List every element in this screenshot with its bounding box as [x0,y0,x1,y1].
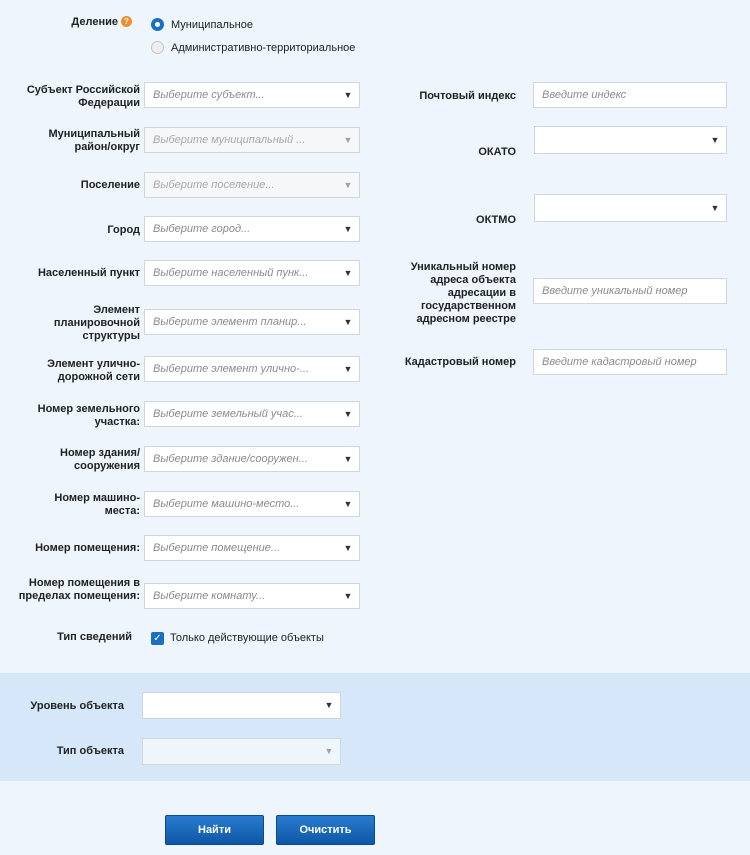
select-object-type[interactable] [142,738,341,765]
select-premises-value: Выберите помещение... [153,542,281,554]
checkbox-active-only[interactable]: ✓ [151,632,164,645]
select-planning[interactable] [144,309,360,335]
select-oktmo[interactable] [534,194,727,222]
label-land: Номер земельного участка: [37,403,140,428]
chevron-down-icon: ▼ [343,90,353,100]
label-room: Номер помещения в пределах помещения: [18,577,140,602]
label-postal: Почтовый индекс [419,90,516,102]
chevron-down-icon: ▼ [343,224,353,234]
clear-button[interactable]: Очистить [276,815,375,845]
chevron-down-icon: ▼ [343,499,353,509]
find-button[interactable]: Найти [165,815,264,845]
radio-municipal-label[interactable]: Муниципальное [171,19,253,31]
select-street-value: Выберите элемент улично-... [153,363,309,375]
help-icon[interactable]: ? [121,16,132,27]
input-postal[interactable] [533,82,727,108]
select-settlement[interactable] [144,172,360,198]
input-cadastral-placeholder: Введите кадастровый номер [542,356,697,368]
select-planning-value: Выберите элемент планир... [153,316,307,328]
label-object-level: Уровень объекта [30,700,124,712]
select-building[interactable] [144,446,360,472]
select-city[interactable] [144,216,360,242]
select-okato[interactable] [534,126,727,154]
chevron-down-icon: ▼ [710,203,720,213]
label-planning: Элемент планировочной структуры [53,304,140,342]
checkbox-active-only-label[interactable]: Только действующие объекты [170,632,324,644]
chevron-down-icon: ▼ [343,409,353,419]
input-unique-number[interactable] [533,278,727,304]
select-district-value: Выберите муниципальный ... [153,134,306,146]
object-filter-panel [0,673,750,781]
select-locality[interactable] [144,260,360,286]
label-premises: Номер помещения: [35,542,140,554]
select-premises[interactable] [144,535,360,561]
label-locality: Населенный пункт [37,267,140,279]
label-cadastral: Кадастровый номер [404,356,516,368]
label-subject: Субъект Российской Федерации [26,84,140,109]
label-street: Элемент улично-дорожной сети [47,358,140,383]
label-oktmo: ОКТМО [476,214,516,226]
label-parking: Номер машино-места: [54,492,140,517]
select-street[interactable] [144,356,360,382]
select-city-value: Выберите город... [153,223,251,235]
division-label: Деление [71,16,118,28]
chevron-down-icon: ▼ [343,454,353,464]
select-land[interactable] [144,401,360,427]
select-subject[interactable] [144,82,360,108]
input-postal-placeholder: Введите индекс [542,89,627,101]
select-subject-value: Выберите субъект... [153,89,265,101]
radio-administrative[interactable] [151,41,164,54]
chevron-down-icon: ▼ [343,180,353,190]
select-room[interactable] [144,583,360,609]
select-parking-value: Выберите машино-место... [153,498,300,510]
select-settlement-value: Выберите поселение... [153,179,275,191]
radio-administrative-label[interactable]: Административно-территориальное [171,42,356,54]
chevron-down-icon: ▼ [343,364,353,374]
select-parking[interactable] [144,491,360,517]
select-district[interactable] [144,127,360,153]
label-okato: ОКАТО [478,146,516,158]
chevron-down-icon: ▼ [710,135,720,145]
label-building: Номер здания/ сооружения [60,447,140,472]
chevron-down-icon: ▼ [343,268,353,278]
chevron-down-icon: ▼ [343,135,353,145]
chevron-down-icon: ▼ [324,700,334,710]
chevron-down-icon: ▼ [324,746,334,756]
select-room-value: Выберите комнату... [153,590,266,602]
chevron-down-icon: ▼ [343,543,353,553]
select-locality-value: Выберите населенный пунк... [153,267,309,279]
select-land-value: Выберите земельный учас... [153,408,303,420]
input-unique-number-placeholder: Введите уникальный номер [542,285,688,297]
label-info-type: Тип сведений [57,631,132,643]
chevron-down-icon: ▼ [343,317,353,327]
label-settlement: Поселение [80,179,140,191]
label-city: Город [107,224,140,236]
radio-municipal[interactable] [151,18,164,31]
label-unique-number: Уникальный номер адреса объекта адресации в государственном адресном реестре [410,261,516,325]
select-object-level[interactable] [142,692,341,719]
chevron-down-icon: ▼ [343,591,353,601]
select-building-value: Выберите здание/сооружен... [153,453,308,465]
input-cadastral[interactable] [533,349,727,375]
label-object-type: Тип объекта [56,745,124,757]
label-district: Муниципальный район/округ [48,128,140,153]
